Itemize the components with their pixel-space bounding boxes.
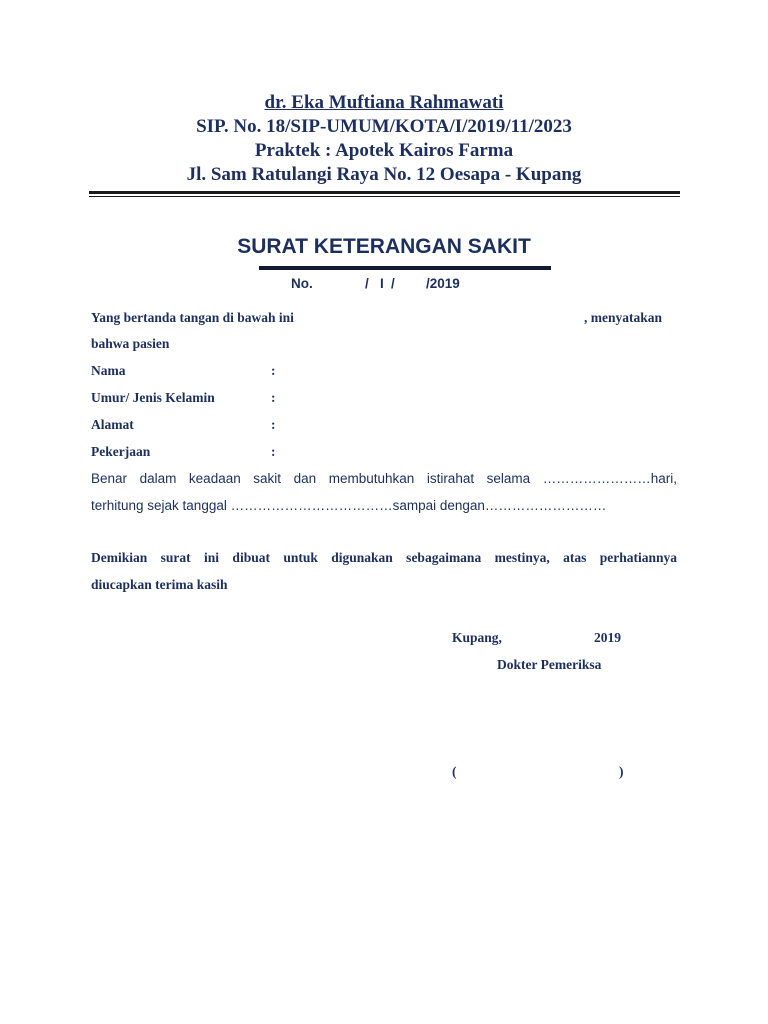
field-colon: : xyxy=(271,417,276,432)
number-label: No. xyxy=(291,276,313,291)
intro-statement: , menyatakan xyxy=(584,310,663,325)
signature-city: Kupang, xyxy=(452,630,502,645)
intro-text: Yang bertanda tangan di bawah ini xyxy=(91,310,294,325)
signature-role: Dokter Pemeriksa xyxy=(497,657,602,672)
practice-address: Jl. Sam Ratulangi Raya No. 12 Oesapa - Kupang xyxy=(186,164,582,185)
number-separator: / xyxy=(365,276,369,291)
field-label-name: Nama xyxy=(91,363,126,378)
number-year: /2019 xyxy=(426,276,460,291)
signature-name-open: ( xyxy=(452,764,457,779)
header-divider-thin xyxy=(89,196,680,197)
signature-year: 2019 xyxy=(594,630,621,645)
intro-continuation: bahwa pasien xyxy=(91,336,170,351)
field-label-occupation: Pekerjaan xyxy=(91,444,151,459)
sick-leave-statement: Benar dalam keadaan sakit dan membutuhkan istirahat selama ……………………hari, xyxy=(91,471,677,486)
practice-place: Praktek : Apotek Kairos Farma xyxy=(254,140,514,161)
field-colon: : xyxy=(271,390,276,405)
field-colon: : xyxy=(271,444,276,459)
number-month: I xyxy=(380,276,384,291)
header-divider-thick xyxy=(89,191,680,194)
letter-title: SURAT KETERANGAN SAKIT xyxy=(237,235,531,258)
field-label-address: Alamat xyxy=(91,417,134,432)
signature-name-close: ) xyxy=(619,764,624,779)
sip-number: SIP. No. 18/SIP-UMUM/KOTA/I/2019/11/2023 xyxy=(196,116,572,137)
field-label-age-gender: Umur/ Jenis Kelamin xyxy=(91,390,215,405)
sick-leave-period: terhitung sejak tanggal ………………………………sampai dengan……………………… xyxy=(91,498,607,513)
closing-thanks: diucapkan terima kasih xyxy=(91,577,228,592)
number-separator: / xyxy=(391,276,395,291)
doctor-name: dr. Eka Muftiana Rahmawati xyxy=(264,92,504,113)
closing-statement: Demikian surat ini dibuat untuk digunakan sebagaimana mestinya, atas perhatiannya xyxy=(91,550,677,565)
field-colon: : xyxy=(271,363,276,378)
title-underline xyxy=(259,266,551,270)
